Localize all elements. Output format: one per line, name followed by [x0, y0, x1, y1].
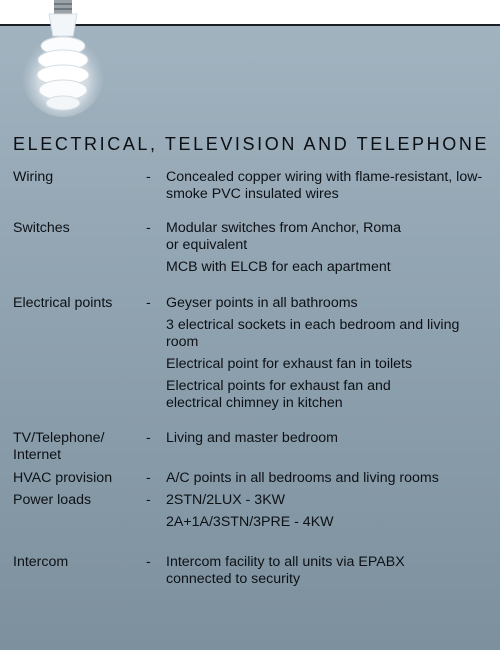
spec-value: [146, 470, 486, 487]
spec-label: Power loads: [13, 492, 92, 508]
spec-label: Wiring: [13, 169, 54, 185]
spec-item: - Geyser points in all bathrooms: [146, 295, 358, 311]
spec-item: Electrical points for exhaust fan and electrical chimney in kitchen: [166, 378, 391, 411]
spec-item: - Living and master bedroom: [146, 430, 338, 446]
spec-value: [146, 169, 486, 203]
spec-item: - 2STN/2LUX - 3KW: [146, 492, 286, 508]
spec-label: Intercom: [13, 554, 69, 570]
spec-label: TV/Telephone/ Internet: [13, 430, 105, 463]
spec-item: 2A+1A/3STN/3PRE - 4KW: [166, 514, 334, 530]
spec-value: [146, 492, 486, 531]
spec-item: - Intercom facility to all units via EPABX connected to security: [146, 554, 405, 587]
spec-item: 3 electrical sockets in each bedroom and living room: [166, 317, 460, 350]
spec-item: - A/C points in all bedrooms and living rooms: [146, 470, 439, 486]
spec-label: Electrical points: [13, 295, 113, 311]
cfl-bulb-icon: [18, 0, 108, 120]
spec-item: Electrical point for exhaust fan in toilets: [166, 356, 413, 372]
spec-value: [146, 220, 486, 276]
spec-item: - Concealed copper wiring with flame-resistant, low-smoke PVC insulated wires: [146, 169, 483, 202]
spec-label: HVAC provision: [13, 470, 113, 486]
spec-value: [146, 554, 486, 588]
spec-item: MCB with ELCB for each apartment: [166, 259, 391, 275]
spec-label: Switches: [13, 220, 70, 236]
section-title: ELECTRICAL, TELEVISION AND TELEPHONE: [13, 134, 490, 154]
spec-item: - Modular switches from Anchor, Roma or equivalent: [146, 220, 401, 253]
spec-value: [146, 295, 486, 412]
spec-value: [146, 430, 486, 447]
